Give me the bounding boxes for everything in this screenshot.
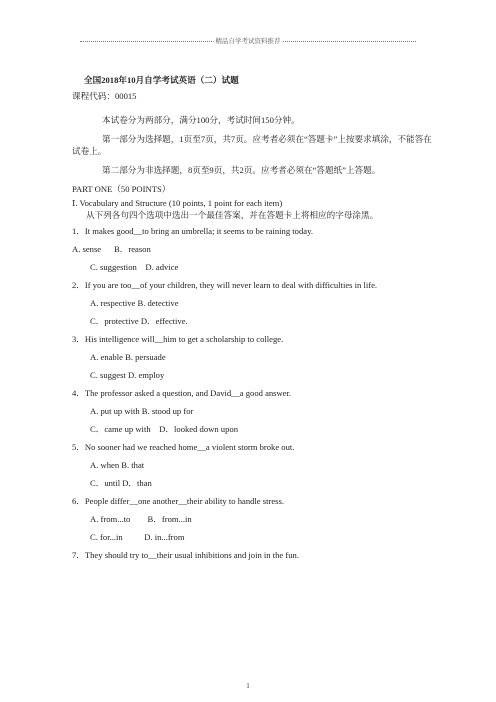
question-options: A. sense B．reason [72,244,151,254]
intro-block [72,114,432,176]
question-item [72,387,432,435]
intro-paragraph: 第一部分为选择题，1页至7页，共7页。应考者必须在“答题卡”上按要求填涂，不能答在试卷上。 [72,134,432,156]
question-options: A. when B. that [90,460,145,470]
question-options: C．protective D．effective. [90,316,188,326]
question-stem: 6．People differ__one another__their ability to handle stress. [72,496,285,506]
intro-paragraph: 第二部分为非选择题，8页至9页，共2页。应考者必须在“答题纸”上答题。 [102,165,381,175]
question-stem: 1．It makes good__to bring an umbrella; it seems to be raining today. [72,226,313,236]
question-options: C．until D．than [90,478,152,488]
header-dotted-line-left [80,41,226,42]
question-options: A. put up with B. stood up for [90,406,194,416]
question-stem: 7．They should try to__their usual inhibitions and join in the fun. [72,550,299,560]
section-instruction: 从下列各句四个选项中选出一个最佳答案，并在答题卡上将相应的字母涂黑。 [86,210,379,220]
question-stem: 2．If you are too__of your children, they will never learn to deal with difficulties in life. [72,280,378,290]
question-item [72,225,432,273]
question-stem: 4．The professor asked a question, and David__a good answer. [72,388,292,398]
part-heading: PART ONE（50 POINTS） [72,184,171,194]
question-options: C．came up with D．looked down upon [90,424,238,434]
intro-paragraph: 本试卷分为两部分，满分100分，考试时间150分钟。 [102,115,300,125]
question-options: C. for...in D. in...from [90,532,185,542]
page-number: 1 [246,682,250,690]
question-options: C. suggestion D. advice [90,262,179,272]
header-text: 精品自学考试资料推荐 [215,38,281,45]
course-code: 课程代码：00015 [72,91,137,101]
question-stem: 5．No sooner had we reached home__a violent storm broke out. [72,442,295,452]
question-options: C. suggest D. employ [90,370,165,380]
page-header [80,36,416,48]
question-item [72,495,432,543]
question-item [72,441,432,489]
question-stem: 3．His intelligence will__him to get a scholarship to college. [72,334,284,344]
exam-title: 全国2018年10月自学考试英语（二）试题 [84,75,239,85]
document-body [72,74,432,567]
question-item [72,279,432,327]
question-item [72,333,432,381]
question-item [72,549,432,561]
question-options: A. from...to B．from...in [90,514,192,524]
header-dotted-line-right [270,41,416,42]
question-options: A. enable B. persuade [90,352,166,362]
section-heading: Ⅰ. Vocabulary and Structure (10 points, 1 point for each item) [72,198,283,208]
question-options: A. respective B. detective [90,298,179,308]
